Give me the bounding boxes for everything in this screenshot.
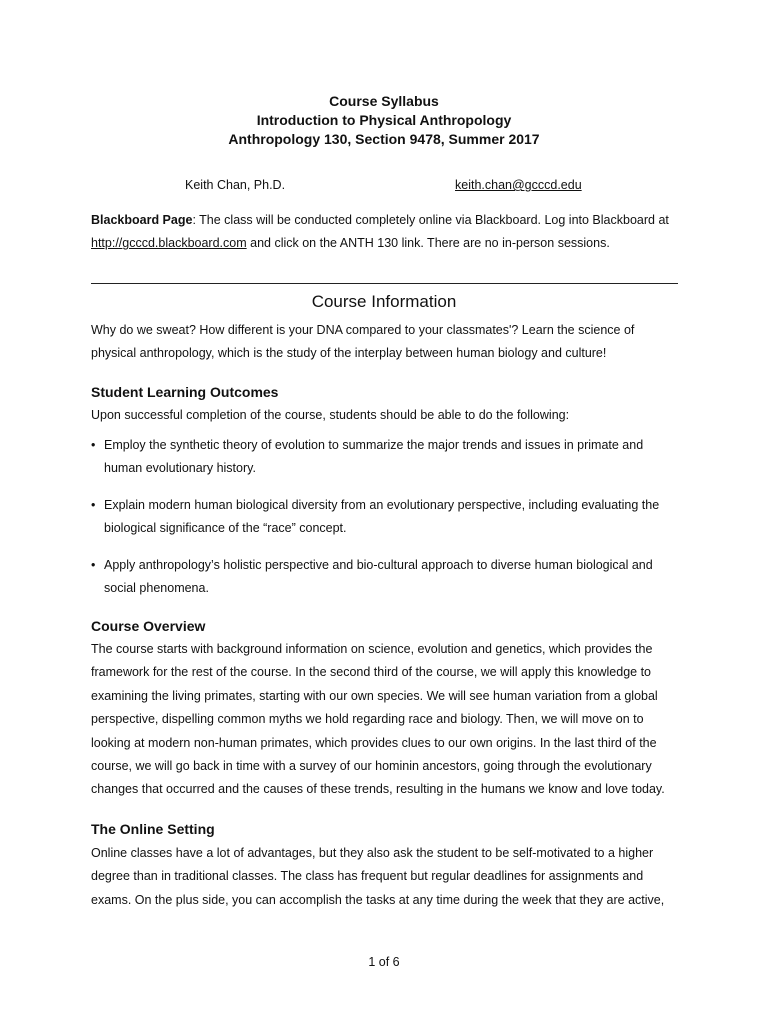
blackboard-paragraph [91,209,681,256]
course-section: Anthropology 130, Section 9478, Summer 2017 [228,131,540,147]
course-information-intro: Why do we sweat? How different is your DNA compared to your classmates'? Learn the science of physical anthropology, which is the study of the interplay between human biology and culture! [91,323,635,361]
learning-outcome-item [91,554,681,601]
section-divider [91,283,678,284]
learning-outcome-item [91,434,681,481]
online-setting-heading: The Online Setting [91,821,215,837]
learning-outcomes-heading: Student Learning Outcomes [91,384,279,400]
blackboard-label: Blackboard Page [91,213,193,227]
document-title: Course Syllabus [329,93,439,109]
learning-outcome-text: Apply anthropology’s holistic perspective and bio-cultural approach to diverse human biological and social phenomena. [104,558,653,596]
bullet-icon: • [91,558,96,572]
syllabus-title-block [0,92,768,149]
learning-outcome-text: Explain modern human biological diversity from an evolutionary perspective, including evaluating the biological significance of the “race” concept. [104,498,660,536]
bullet-icon: • [91,498,96,512]
learning-outcome-item [91,494,681,541]
blackboard-link[interactable]: http://gcccd.blackboard.com [91,236,247,251]
instructor-name: Keith Chan, Ph.D. [185,178,286,192]
bullet-icon: • [91,438,96,452]
blackboard-text-after: and click on the ANTH 130 link. There are no in-person sessions. [246,236,610,251]
learning-outcome-text: Employ the synthetic theory of evolution to summarize the major trends and issues in primate and human evolutionary history. [104,438,644,476]
course-name: Introduction to Physical Anthropology [256,112,512,128]
learning-outcomes-intro: Upon successful completion of the course, students should be able to do the following: [91,408,570,422]
blackboard-text-before: : The class will be conducted completely online via Blackboard. Log into Blackboard at [192,213,669,227]
course-information-heading: Course Information [311,292,457,311]
instructor-email-link[interactable]: keith.chan@gcccd.edu [455,178,582,192]
course-overview-text: The course starts with background information on science, evolution and genetics, which provides the framework for the rest of the course. In the second third of the course, we will apply this knowledge to examining the living primates, starting with our own species. We will see human variation from a global perspective, dispelling common myths we hold regarding race and biology. Then, we will move on to looking at modern non-human primates, which provides clues to our own origins. In the last third of the course, we will go back in time with a survey of our hominin ancestors, going through the evolutionary changes that occurred and the causes of these trends, resulting in the humans we know and love today. [91,642,665,797]
page-number: 1 of 6 [368,955,400,969]
course-overview-heading: Course Overview [91,618,206,634]
online-setting-text: Online classes have a lot of advantages, but they also ask the student to be self-motivated to a higher degree than in traditional classes. The class has frequent but regular deadlines for assignments and exams. On the plus side, you can accomplish the tasks at any time during the week that they are active, [91,846,665,907]
